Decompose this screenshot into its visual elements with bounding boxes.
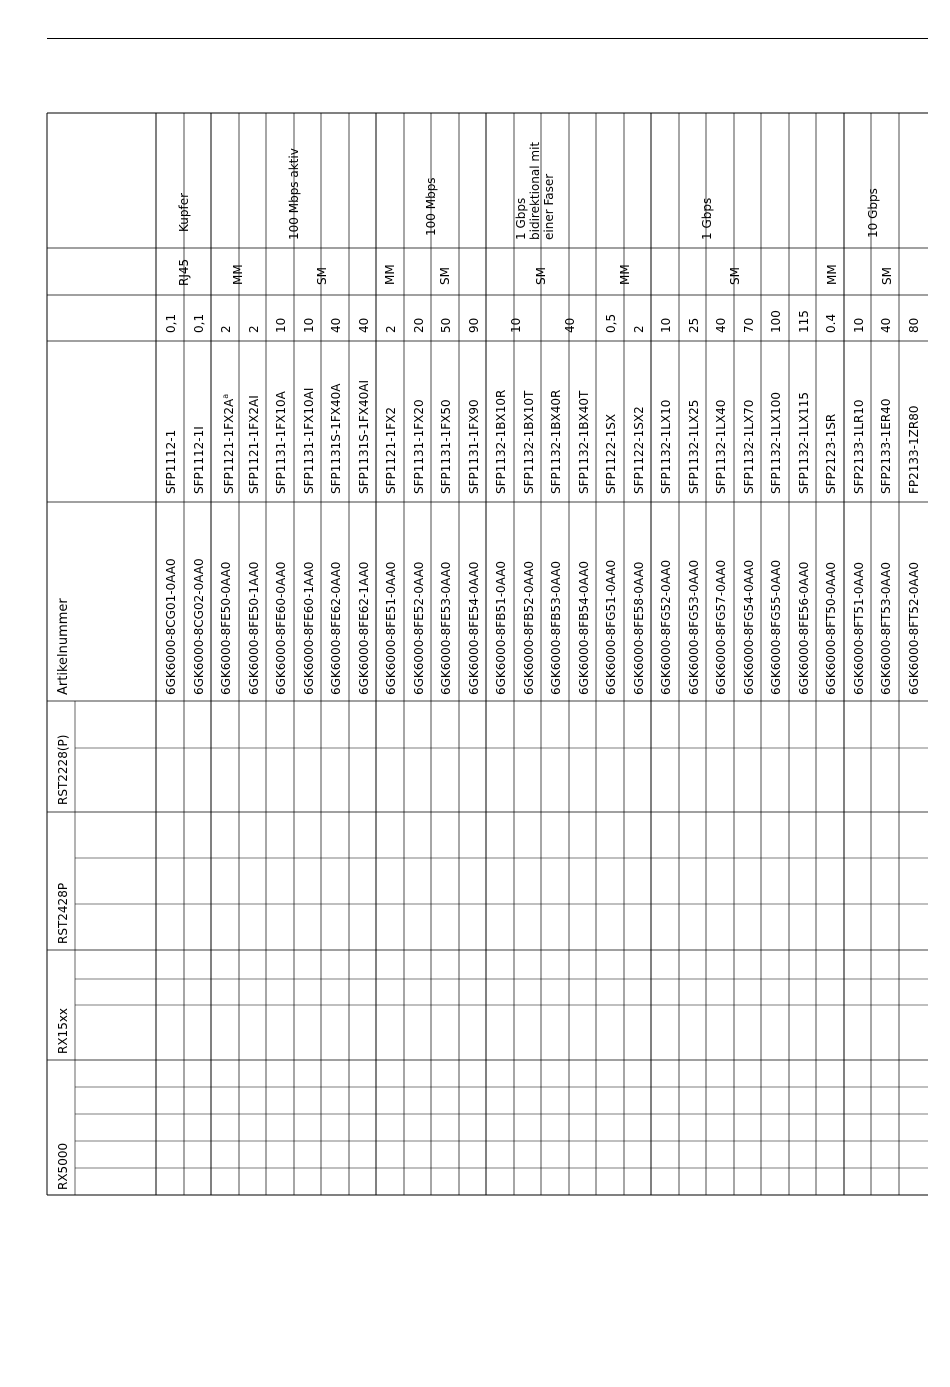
distance-cell: 100 (769, 310, 783, 333)
distance-cell: 80 (907, 317, 921, 333)
module-name: SFP1121-1FX2 (384, 406, 398, 494)
module-name: SFP1131-1FX90 (467, 399, 481, 494)
module-name: SFP1132-1LX70 (742, 399, 756, 494)
module-name: SFP2133-1ER40 (879, 398, 893, 494)
order-number: 6GK6000-8FG51-0AA0 (604, 559, 618, 695)
order-number: 6GK6000-8FT51-0AA0 (852, 562, 866, 695)
distance-cell: 25 (687, 317, 701, 333)
distance-cell: 50 (439, 317, 453, 333)
group-speed: 100 Mbps aktiv (287, 148, 301, 240)
distance-cell: 70 (742, 317, 756, 333)
distance-cell: 10 (274, 317, 288, 333)
distance-cell: 10 (302, 317, 316, 333)
medium-label: SM (728, 267, 742, 285)
module-name (219, 394, 236, 494)
medium-label: MM (618, 264, 632, 285)
order-number: 6GK6000-8FG55-0AA0 (769, 559, 783, 695)
medium-label: MM (383, 264, 397, 285)
group-speed: 100 Mbps (424, 177, 438, 236)
distance-cell: 40 (714, 317, 728, 333)
group-speed: 1 Gbps bidirektional mit einer Faser (514, 141, 556, 240)
module-name: SFP2123-1SR (824, 413, 838, 494)
medium-label: SM (315, 267, 329, 285)
module-name: FP2133-1ZR80 (907, 405, 921, 494)
order-number: 6GK6000-8FE62-1AA0 (357, 561, 371, 695)
distance-cell: 2 (632, 325, 646, 333)
device-rx15xx: RX15xx (56, 1007, 70, 1054)
module-name: SFP1132-1LX10 (659, 399, 673, 494)
module-name: SFP1132-1LX100 (769, 391, 783, 494)
module-name-text: SFP1121-1FX2A (222, 398, 236, 494)
order-number: 6GK6000-8FB54-0AA0 (577, 560, 591, 695)
module-name: SFP1132-1BX10R (494, 389, 508, 494)
order-number: 6GK6000-8CG01-0AA0 (164, 558, 178, 695)
order-number: 6GK6000-8FE53-0AA0 (439, 561, 453, 695)
distance-cell: 0.4 (824, 313, 838, 333)
module-name: SFP1132-1LX40 (714, 399, 728, 494)
distance-cell: 40 (879, 317, 893, 333)
distance-cell: 2 (384, 325, 398, 333)
order-number: 6GK6000-8FG54-0AA0 (742, 559, 756, 695)
distance-cell: 10 (852, 317, 866, 333)
distance-cell: 0,5 (604, 313, 618, 333)
distance-cell: 40 (357, 317, 371, 333)
device-rst2228p: RST2228(P) (56, 734, 70, 805)
module-name: SFP1132-1BX40R (549, 389, 563, 494)
order-number: 6GK6000-8FE50-1AA0 (247, 561, 261, 695)
distance-cell: 10 (509, 317, 523, 333)
distance-cell: 2 (219, 325, 233, 333)
medium-label: MM (825, 264, 839, 285)
distance-cell: 115 (797, 310, 811, 333)
order-number: 6GK6000-8FE56-0AA0 (797, 561, 811, 695)
module-name: SFP1131-1FX10AI (302, 387, 316, 494)
order-number: 6GK6000-8FG52-0AA0 (659, 559, 673, 695)
device-rx5000: RX5000 (56, 1142, 70, 1190)
distance-cell: 90 (467, 317, 481, 333)
order-number: 6GK6000-8FE52-0AA0 (412, 561, 426, 695)
distance-cell: 2 (247, 325, 261, 333)
group-speed: 10 Gbps (866, 188, 880, 238)
module-name: SFP1122-1SX (604, 413, 618, 494)
artikelnummer-header: Artikelnummer (56, 598, 71, 695)
group-speed: Kupfer (177, 192, 191, 232)
module-name: SFP1121-1FX2AI (247, 395, 261, 494)
distance-cell: 20 (412, 317, 426, 333)
module-name: SFP1131S-1FX40AI (357, 379, 371, 494)
module-name: SFP2133-1LR10 (852, 399, 866, 494)
module-name: SFP1132-1BX10T (522, 390, 536, 494)
device-rst2428p: RST2428P (56, 882, 70, 944)
distance-cell: 0,1 (192, 313, 206, 333)
distance-cell: 10 (659, 317, 673, 333)
order-number: 6GK6000-8FE50-0AA0 (219, 561, 233, 695)
order-number: 6GK6000-8FB53-0AA0 (549, 560, 563, 695)
medium-label: SM (880, 267, 894, 285)
order-number: 6GK6000-8FE54-0AA0 (467, 561, 481, 695)
order-number: 6GK6000-8FE58-0AA0 (632, 561, 646, 695)
distance-cell: 40 (563, 317, 577, 333)
order-number: 6GK6000-8FT52-0AA0 (907, 562, 921, 695)
order-number: 6GK6000-8FG57-0AA0 (714, 559, 728, 695)
module-name: SFP1132-1BX40T (577, 390, 591, 494)
module-name: SFP1132-1LX115 (797, 391, 811, 494)
order-number: 6GK6000-8CG02-0AA0 (192, 558, 206, 695)
order-number: 6GK6000-8FT50-0AA0 (824, 562, 838, 695)
order-number: 6GK6000-8FT53-0AA0 (879, 562, 893, 695)
order-number: 6GK6000-8FB52-0AA0 (522, 560, 536, 695)
module-name: SFP1132-1LX25 (687, 399, 701, 494)
module-name: SFP1122-1SX2 (632, 406, 646, 494)
order-number: 6GK6000-8FG53-0AA0 (687, 559, 701, 695)
medium-label: SM (534, 267, 548, 285)
order-number: 6GK6000-8FE51-0AA0 (384, 561, 398, 695)
distance-cell: 0,1 (164, 313, 178, 333)
footnote-marker: a (221, 393, 230, 399)
medium-label: RJ45 (177, 258, 191, 286)
order-number: 6GK6000-8FE60-1AA0 (302, 561, 316, 695)
module-name: SFP1131-1FX10A (274, 391, 288, 494)
module-name: SFP1131-1FX20 (412, 399, 426, 494)
medium-label: SM (438, 267, 452, 285)
module-name: SFP1131S-1FX40A (329, 383, 343, 494)
group-speed: 1 Gbps (700, 197, 714, 240)
module-name: SFP1131-1FX50 (439, 399, 453, 494)
medium-label: MM (231, 264, 245, 285)
module-name: SFP1112-1 (164, 429, 178, 494)
module-name: SFP1112-1I (192, 426, 206, 494)
distance-cell: 40 (329, 317, 343, 333)
order-number: 6GK6000-8FE60-0AA0 (274, 561, 288, 695)
order-number: 6GK6000-8FB51-0AA0 (494, 560, 508, 695)
order-number: 6GK6000-8FE62-0AA0 (329, 561, 343, 695)
